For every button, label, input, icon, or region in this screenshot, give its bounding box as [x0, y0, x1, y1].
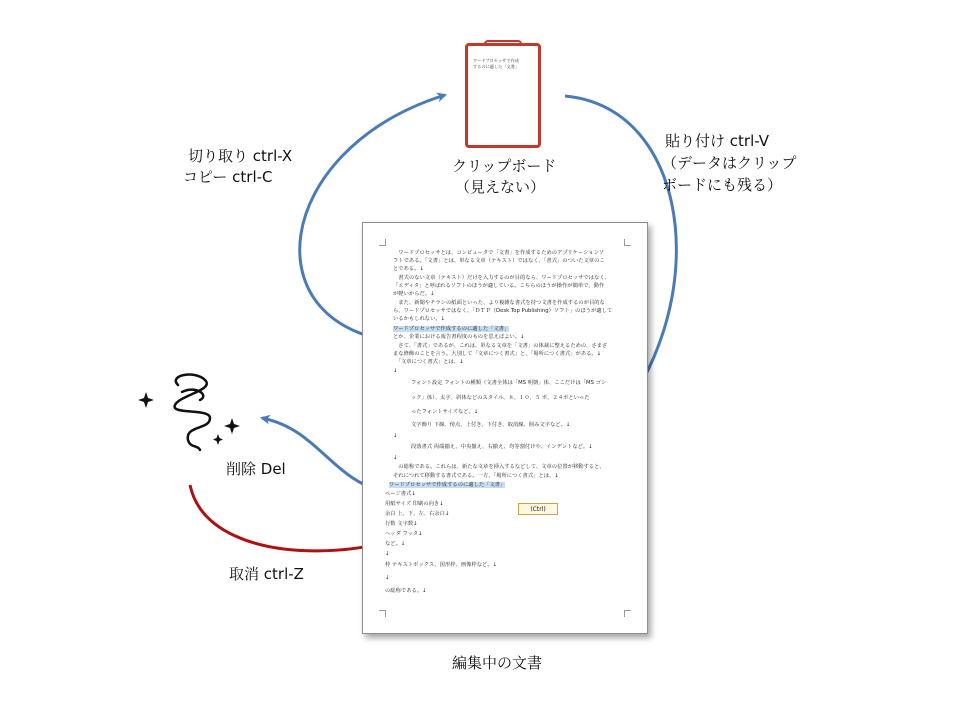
paste-options-label: (Ctrl) — [530, 506, 546, 513]
doc-line: 用紙サイズ 印刷の向き↓ — [385, 501, 444, 507]
document-page — [362, 222, 648, 634]
doc-line: など。↓ — [385, 541, 406, 547]
doc-line: ↓ — [385, 551, 390, 557]
doc-line: ↓ — [393, 433, 398, 439]
doc-line: とか、企業における報告書程度のものを思えばよい。↓ — [393, 334, 525, 340]
clipboard-text-2: するのに適した「文書」 — [473, 64, 520, 69]
doc-line: 文字飾り 下線、傍点、上付き、下付き、取消線、囲み文字など。↓ — [411, 422, 571, 428]
doc-line: ら、ワードプロセッサではなく、「ＤＴＰ（Desk Top Publishing）ソフト」のほうが適して — [393, 308, 613, 314]
doc-line: 余白 上、下、左、右余白↓ — [385, 511, 450, 517]
doc-line: ↓ — [385, 575, 390, 581]
doc-line: ヘッダ フッタ↓ — [385, 531, 423, 537]
doc-line: ったフォントサイズなど。↓ — [411, 409, 479, 415]
selected-text[interactable]: ワードプロセッサで作成 — [393, 326, 452, 332]
doc-line-selected — [393, 326, 509, 333]
doc-line: フォント設定 フォントの種類（文書全体は「MS 明朝」体、ここだけは「MS ゴシ — [411, 380, 607, 386]
margin-corner — [624, 610, 631, 617]
doc-line: の総称である。↓ — [385, 588, 427, 594]
clipboard-caption: クリップボード — [452, 157, 557, 175]
doc-line: が軽いからだ。↓ — [393, 291, 435, 297]
cut-label: 切り取り ctrl-X — [188, 147, 293, 165]
clipboard-caption-note: （見えない） — [455, 178, 546, 196]
doc-line: 行数 文字数↓ — [385, 521, 418, 527]
pasted-text[interactable]: ワードプロセッサで作成するのに適した「文書」 — [389, 482, 506, 488]
paste-note-1: （データはクリップ — [662, 154, 797, 172]
doc-line: フトである。「文書」とは、単なる文章（テキスト）ではなく、「書式」のついた文章のこ — [393, 258, 605, 264]
doc-line: ページ書式↓ — [385, 491, 416, 497]
doc-line: とである。↓ — [393, 266, 424, 272]
delete-label: 削除 Del — [226, 460, 286, 478]
smoke-icon — [175, 375, 210, 450]
margin-corner — [379, 610, 386, 617]
doc-line: ワードプロセッサとは、コンピュータで「文書」を作成するためのアプリケーションソ — [393, 250, 605, 256]
document-caption: 編集中の文書 — [452, 654, 543, 672]
undo-label: 取消 ctrl-Z — [229, 565, 304, 583]
doc-line: 「文章につく書式」とは、↓ — [393, 359, 464, 365]
doc-line: の総称である。これらは、新たな文章を挿入するなどして、文章の位置が移動すると、 — [393, 464, 605, 470]
doc-line: それにつれて移動する書式である。一方、「場所につく書式」とは、↓ — [393, 473, 559, 479]
paste-options-button[interactable] — [518, 503, 558, 515]
doc-line: いるかもしれない。↓ — [393, 316, 446, 322]
doc-line: 「エディタ」と呼ばれるソフトのほうが適している。こちらのほうが操作が簡単で、動作 — [393, 283, 605, 289]
doc-line: ↓ — [393, 368, 398, 374]
doc-line: 枠 テキストボックス、図形枠、画像枠など。↓ — [385, 562, 498, 568]
selected-text-2[interactable]: するのに適した「文書」 — [451, 326, 510, 332]
doc-line: さて、「書式」であるが、これは、単なる文章を「文書」の体裁に整えるための、さまざ — [393, 343, 608, 349]
copy-label: コピー ctrl-C — [183, 168, 273, 186]
margin-corner — [624, 239, 631, 246]
doc-line: ック」体）、太字、斜体などのスタイル、８、１０、５ ポ、２４ポといった — [411, 395, 590, 401]
doc-line: まな修飾のことを言う。大別して「文章につく書式」と、「場所につく書式」がある。↓ — [393, 351, 602, 357]
margin-corner — [379, 239, 386, 246]
clipboard-text-1: ワードプロセッサで作成 — [473, 58, 519, 63]
paste-label: 貼り付け ctrl-V — [665, 132, 770, 150]
doc-line: また、新聞やチラシの紙面といった、より複雑な書式を持つ文書を作成するのが目的な — [393, 300, 605, 306]
doc-line: 段落書式 両端揃え、中央揃え、右揃え、均等割付けや、インデントなど。↓ — [411, 444, 593, 450]
doc-line-pasted — [389, 482, 505, 489]
paste-note-2: ボードにも残る） — [662, 176, 783, 194]
doc-line: ↓ — [393, 455, 398, 461]
doc-line: 書式のない文章（テキスト）だけを入力するのが目的なら、ワードプロセッサではなく、 — [393, 275, 610, 281]
